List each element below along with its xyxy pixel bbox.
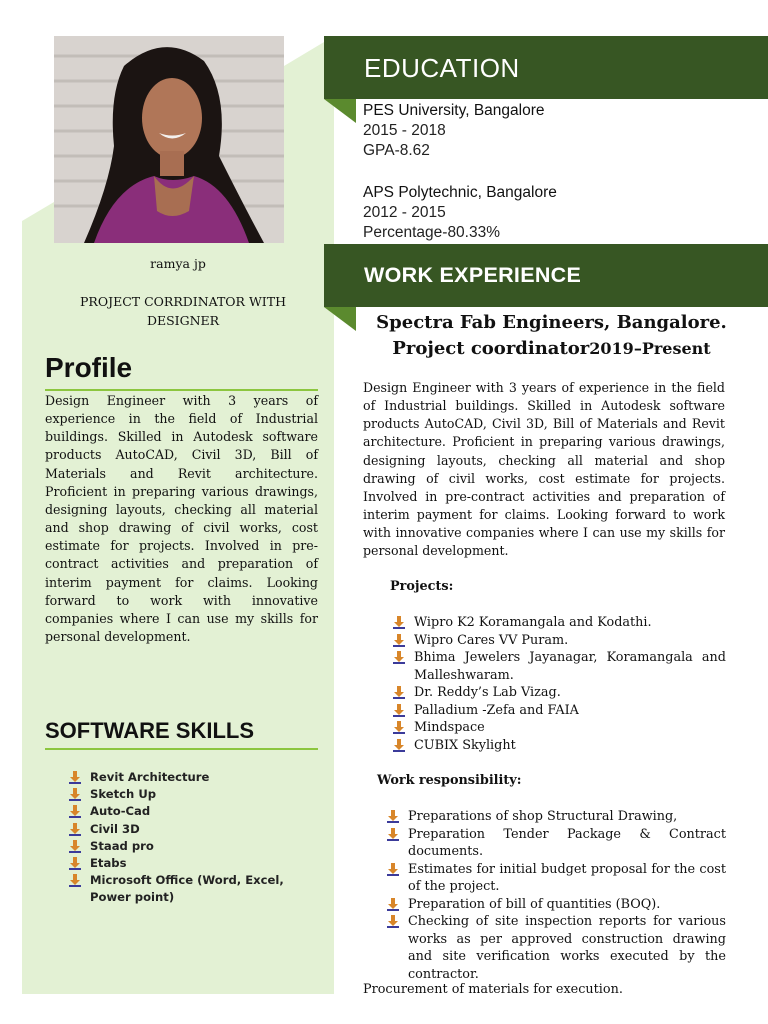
list-item [386,913,726,983]
company-block [335,310,768,362]
education-banner [324,36,768,99]
arrow-bullet-icon [68,787,82,801]
project-label: Mindspace [414,720,485,735]
profile-text: Design Engineer with 3 years of experience in the field of Industrial buildings. Skilled in Autodesk software products AutoCAD, Civil 3D, Bill of Materials and Revit architecture. Proficient in preparing various drawings, designing layouts, checking all material and shop drawing of civil works, cost estimate for projects. Involved in pre-contract activities and preparation of interim payment for claims. Looking forward to work with innovative companies where I can use my skills for personal development. [45,393,318,645]
work-summary: Design Engineer with 3 years of experience in the field of Industrial buildings. Skilled in Autodesk software products AutoCAD, Civil 3D, Bill of Materials and Revit architecture. Proficient in preparing various drawings, designing layouts, checking all material and shop drawing of civil works, cost estimate for projects. Involved in pre-contract activities and preparation of interim payment for claims. Looking forward to work with innovative companies where I can use my skills for personal development. [363,380,725,559]
score: Percentage-80.33% [363,224,501,241]
skill-label: Auto-Cad [90,804,151,819]
list-item [386,861,726,896]
arrow-bullet-icon [68,839,82,853]
list-item [386,896,726,914]
list-item [68,855,298,872]
list-item [392,702,726,720]
skills-list [68,769,298,907]
list-item [386,808,726,826]
profile-photo [54,36,284,243]
role-line [335,336,768,362]
education-entry [363,101,545,161]
list-item [386,826,726,861]
skill-label: Microsoft Office (Word, Excel, Power point) [90,873,284,905]
profile-rule [45,389,318,391]
institution: PES University, Bangalore [363,102,545,119]
responsibility-label: Preparations of shop Structural Drawing, [408,809,678,824]
project-label: Dr. Reddy’s Lab Vizag. [414,685,561,700]
skills-rule [45,748,318,750]
responsibility-label: Preparation of bill of quantities (BOQ). [408,896,661,912]
arrow-bullet-icon [386,827,400,841]
closing-line: Procurement of materials for execution. [363,982,623,997]
work-experience-banner [324,244,768,307]
responsibility-label: Checking of site inspection reports for various works as per approved construction drawing and site verification works executed by the contractor. [408,914,726,982]
arrow-bullet-icon [392,738,406,752]
arrow-bullet-icon [392,615,406,629]
skill-label: Civil 3D [90,821,140,836]
profile-heading: Profile [45,352,133,383]
list-item [392,632,726,650]
job-title: PROJECT CORRDINATOR WITH DESIGNER [80,294,286,328]
arrow-bullet-icon [68,856,82,870]
arrow-bullet-icon [386,809,400,823]
project-label: Palladium -Zefa and FAIA [414,702,579,718]
arrow-bullet-icon [392,685,406,699]
list-item [68,821,298,838]
arrow-bullet-icon [68,770,82,784]
person-name: ramya jp [150,256,206,271]
arrow-bullet-icon [68,804,82,818]
responsibility-label: Preparation Tender Package & Contract documents. [408,826,726,859]
project-label: Bhima Jewelers Jayanagar, Koramangala and Malleshwaram. [414,650,726,683]
role: Project coordinator [392,338,590,359]
skill-label: Sketch Up [90,787,157,802]
arrow-bullet-icon [392,703,406,717]
education-entry [363,183,557,243]
list-item [68,803,298,820]
list-item [392,684,726,702]
arrow-bullet-icon [68,822,82,836]
list-item [68,872,298,906]
list-item [68,786,298,803]
company-name: Spectra Fab Engineers, Bangalore. [376,312,727,333]
arrow-bullet-icon [392,650,406,664]
arrow-bullet-icon [386,914,400,928]
work-experience-heading: WORK EXPERIENCE [364,263,582,287]
period: 2019–Present [589,339,711,358]
project-label: Wipro K2 Koramangala and Kodathi. [414,615,652,630]
arrow-bullet-icon [386,862,400,876]
education-heading: EDUCATION [364,53,520,83]
skill-label: Revit Architecture [90,770,210,784]
software-skills-heading: SOFTWARE SKILLS [45,718,254,743]
skill-label: Staad pro [90,838,154,853]
responsibility-heading: Work responsibility: [377,773,522,788]
arrow-bullet-icon [386,897,400,911]
project-label: Wipro Cares VV Puram. [414,632,569,648]
banner-fold [324,99,356,123]
institution: APS Polytechnic, Bangalore [363,184,557,201]
project-label: CUBIX Skylight [414,737,516,753]
score: GPA-8.62 [363,142,430,159]
responsibility-label: Estimates for initial budget proposal for the cost of the project. [408,861,726,894]
years: 2015 - 2018 [363,122,446,139]
arrow-bullet-icon [392,633,406,647]
years: 2012 - 2015 [363,204,446,221]
arrow-bullet-icon [68,873,82,887]
list-item [392,719,726,737]
list-item [392,614,726,632]
list-item [392,649,726,684]
list-item [392,737,726,755]
projects-heading: Projects: [390,579,454,594]
list-item [68,769,298,786]
list-item [68,838,298,855]
arrow-bullet-icon [392,720,406,734]
responsibility-list [386,808,726,983]
skill-label: Etabs [90,856,127,871]
projects-list [392,614,726,754]
